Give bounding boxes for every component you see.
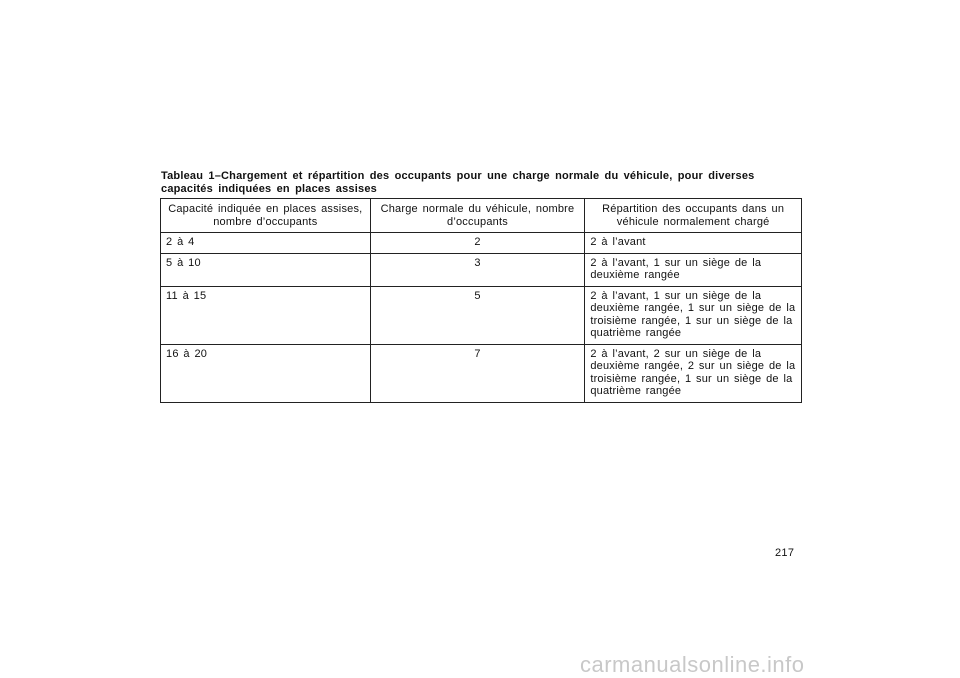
cell-distribution: 2 à l’avant, 1 sur un siège de la deuxième rangée [585,253,802,286]
column-header-capacity: Capacité indiquée en places assises, nombre d’occupants [161,199,371,233]
table-row [161,344,802,402]
cell-distribution: 2 à l’avant [585,233,802,254]
cell-capacity: 5 à 10 [161,253,371,286]
table-header-row [161,199,802,233]
table-caption: Tableau 1–Chargement et répartition des occupants pour une charge normale du véhicule, pour diverses capacités indiquées en places assises [161,170,755,195]
table-row [161,253,802,286]
cell-normal-load: 5 [370,286,585,344]
cell-capacity: 16 à 20 [161,344,371,402]
table-row [161,233,802,254]
cell-distribution: 2 à l’avant, 1 sur un siège de la deuxième rangée, 1 sur un siège de la troisième rangée, 1 sur un siège de la quatrième rangée [585,286,802,344]
cell-distribution: 2 à l’avant, 2 sur un siège de la deuxième rangée, 2 sur un siège de la troisième rangée, 1 sur un siège de la quatrième rangée [585,344,802,402]
occupant-loading-table [160,198,802,403]
cell-capacity: 11 à 15 [161,286,371,344]
cell-normal-load: 3 [370,253,585,286]
cell-normal-load: 7 [370,344,585,402]
column-header-distribution: Répartition des occupants dans un véhicule normalement chargé [585,199,802,233]
table-row [161,286,802,344]
watermark: carmanualsonline.info [580,652,805,677]
page-number: 217 [775,547,795,559]
cell-normal-load: 2 [370,233,585,254]
cell-capacity: 2 à 4 [161,233,371,254]
column-header-normal-load: Charge normale du véhicule, nombre d’occupants [370,199,585,233]
